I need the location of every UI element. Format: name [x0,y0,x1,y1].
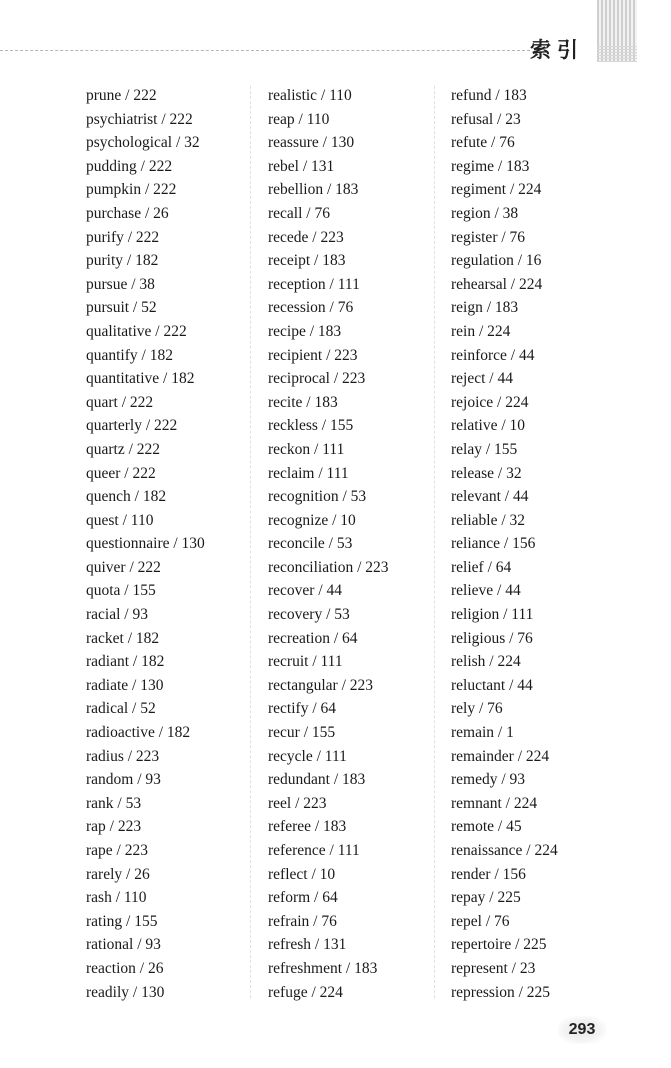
index-entry: rebel / 131 [268,157,335,175]
index-entry: quarterly / 222 [86,417,178,435]
index-entry: rectify / 64 [268,700,337,718]
index-entry: radical / 52 [86,700,156,718]
index-entry: recur / 155 [268,724,336,742]
index-entry: relevant / 44 [451,488,529,506]
index-column-2 [268,84,389,1004]
index-entry: reciprocal / 223 [268,370,366,388]
index-entry: relish / 224 [451,653,521,671]
index-entry: quantify / 182 [86,346,173,364]
index-entry: reconciliation / 223 [268,558,389,576]
index-entry: quota / 155 [86,582,156,600]
index-entry: relay / 155 [451,440,518,458]
index-entry: readily / 130 [86,983,165,1001]
index-entry: reflect / 10 [268,865,336,883]
index-entry: recede / 223 [268,228,344,246]
index-entry: prune / 222 [86,87,157,104]
index-entry: psychological / 32 [86,134,200,152]
index-entry: recite / 183 [268,393,338,411]
index-entry: reclaim / 111 [268,464,349,482]
index-entry: relieve / 44 [451,582,521,600]
index-entry: reassure / 130 [268,134,355,152]
index-entry: reception / 111 [268,275,360,293]
index-entry: rarely / 26 [86,865,150,883]
index-entry: pumpkin / 222 [86,181,177,199]
index-entry: repression / 225 [451,983,551,1001]
index-entry: radius / 223 [86,747,160,765]
column-divider [434,86,435,998]
index-entry: release / 32 [451,464,522,482]
index-entry: queer / 222 [86,464,156,482]
index-entry: refute / 76 [451,134,515,152]
index-entry: remedy / 93 [451,771,526,789]
index-entry: purity / 182 [86,252,159,270]
index-entry: relative / 10 [451,417,526,435]
index-entry: psychiatrist / 222 [86,110,193,128]
index-entry: radiant / 182 [86,653,165,671]
index-entry: receipt / 183 [268,252,346,270]
index-entry: reliance / 156 [451,535,536,553]
index-entry: religion / 111 [451,606,534,624]
index-entry: rash / 110 [86,889,147,907]
index-entry: regime / 183 [451,157,530,175]
index-entry: reference / 111 [268,842,360,859]
index-entry: referee / 183 [268,818,347,836]
index-entry: religious / 76 [451,629,533,647]
index-entry: reinforce / 44 [451,346,535,364]
index-entry: questionnaire / 130 [86,535,205,553]
index-entry: pudding / 222 [86,157,173,175]
index-entry: represent / 23 [451,959,536,977]
index-entry: refrain / 76 [268,912,337,930]
index-entry: remain / 1 [451,724,514,742]
page-edge-tab [597,0,637,62]
index-entry: quantitative / 182 [86,370,195,388]
index-entry: remote / 45 [451,818,522,836]
index-entry: racial / 93 [86,606,148,624]
index-entry: rape / 223 [86,842,148,859]
index-entry: refreshment / 183 [268,959,378,977]
index-entry: reckon / 111 [268,440,345,458]
index-entry: reckless / 155 [268,417,354,435]
index-entry: reign / 183 [451,299,519,317]
index-entry: refusal / 23 [451,110,521,128]
index-entry: rebellion / 183 [268,181,359,199]
index-entry: qualitative / 222 [86,322,187,340]
index-entry: recipient / 223 [268,346,358,364]
index-entry: region / 38 [451,204,519,222]
header-rule [0,50,530,51]
index-entry: repay / 225 [451,889,521,907]
index-entry: pursue / 38 [86,275,155,293]
index-entry: recession / 76 [268,299,354,317]
index-entry: register / 76 [451,228,526,246]
index-entry: recall / 76 [268,204,330,222]
index-entry: rap / 223 [86,818,142,836]
index-entry: remnant / 224 [451,794,538,812]
index-entry: quench / 182 [86,488,167,506]
index-entry: renaissance / 224 [451,842,558,859]
index-entry: quartz / 222 [86,440,161,458]
index-entry: purify / 222 [86,228,160,246]
index-entry: reject / 44 [451,370,513,388]
index-entry: rational / 93 [86,936,161,954]
index-entry: rejoice / 224 [451,393,529,411]
index-entry: rehearsal / 224 [451,275,543,293]
index-entry: random / 93 [86,771,161,789]
index-entry: repel / 76 [451,912,510,930]
index-entry: quiver / 222 [86,558,161,576]
index-column-3 [451,84,558,1004]
index-entry: radioactive / 182 [86,724,191,742]
index-entry: recognize / 10 [268,511,356,529]
index-entry: radiate / 130 [86,676,164,694]
index-entry: rectangular / 223 [268,676,374,694]
index-entry: reform / 64 [268,889,338,907]
index-entry: recreation / 64 [268,629,358,647]
page-number: 293 [558,1016,606,1044]
index-entry: pursuit / 52 [86,299,157,317]
index-entry: refresh / 131 [268,936,347,954]
index-entry: rating / 155 [86,912,158,930]
index-entry: recruit / 111 [268,653,343,671]
section-title: 索引 [530,38,584,62]
index-entry: racket / 182 [86,629,160,647]
index-entry: recipe / 183 [268,322,342,340]
index-entry: relief / 64 [451,558,512,576]
index-entry: redundant / 183 [268,771,366,789]
index-entry: reaction / 26 [86,959,164,977]
index-entry: quart / 222 [86,393,154,411]
index-entry: reconcile / 53 [268,535,353,553]
index-entry: reap / 110 [268,110,330,128]
index-entry: refuge / 224 [268,983,343,1001]
index-entry: realistic / 110 [268,87,352,104]
index-entry: recover / 44 [268,582,343,600]
index-entry: reliable / 32 [451,511,526,529]
index-entry: refund / 183 [451,87,527,104]
index-entry: repertoire / 225 [451,936,547,954]
index-entry: recycle / 111 [268,747,347,765]
index-entry: rely / 76 [451,700,503,718]
index-entry: reluctant / 44 [451,676,533,694]
index-entry: render / 156 [451,865,526,883]
index-entry: purchase / 26 [86,204,169,222]
index-entry: rank / 53 [86,794,142,812]
index-entry: quest / 110 [86,511,154,529]
index-entry: rein / 224 [451,322,511,340]
index-entry: regulation / 16 [451,252,542,270]
column-divider [250,86,251,998]
index-entry: recognition / 53 [268,488,367,506]
index-column-1 [86,84,205,1004]
index-entry: regiment / 224 [451,181,542,199]
index-entry: remainder / 224 [451,747,550,765]
index-entry: reel / 223 [268,794,327,812]
index-entry: recovery / 53 [268,606,350,624]
